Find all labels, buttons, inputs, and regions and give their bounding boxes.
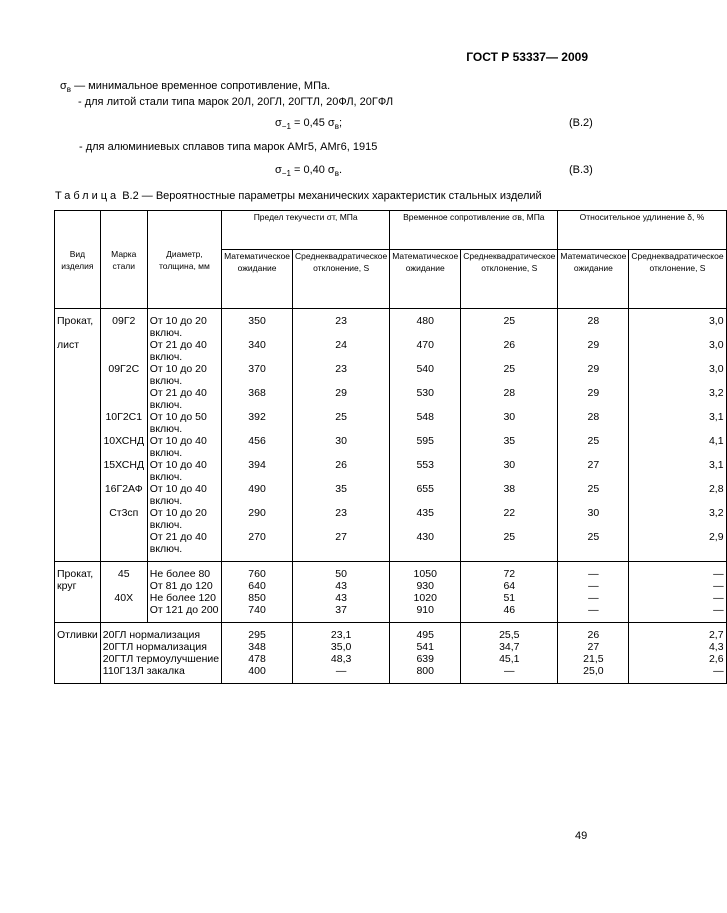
cell-yield-mean: 850 bbox=[222, 592, 293, 604]
cell-elong-std: 4,3 bbox=[629, 641, 726, 653]
definition-text: — минимальное временное сопротивление, МПа. bbox=[71, 80, 331, 92]
cell-grade: 20ГТЛ термоулучшение bbox=[100, 653, 221, 665]
table-row bbox=[55, 531, 727, 562]
cell-elong-mean: 26 bbox=[558, 623, 629, 642]
cell-kind bbox=[55, 387, 101, 411]
cell-yield-std: 27 bbox=[293, 531, 390, 562]
cell-grade: 10Г2С1 bbox=[100, 411, 147, 435]
header-kind: Вид изделия bbox=[55, 211, 101, 309]
cell-yield-mean: 350 bbox=[222, 309, 293, 340]
cell-tensile-std: 22 bbox=[461, 507, 558, 531]
cell-kind bbox=[55, 641, 101, 653]
cell-tensile-std: 26 bbox=[461, 339, 558, 363]
cell-elong-std: — bbox=[629, 604, 726, 623]
cell-yield-std: 23 bbox=[293, 507, 390, 531]
cell-elong-mean: — bbox=[558, 604, 629, 623]
cell-grade: 16Г2АФ bbox=[100, 483, 147, 507]
cell-elong-mean: 29 bbox=[558, 387, 629, 411]
cell-elong-mean: — bbox=[558, 580, 629, 592]
cell-grade bbox=[100, 580, 147, 592]
header-mean: Математическое ожидание bbox=[558, 250, 629, 309]
cell-grade: 40Х bbox=[100, 592, 147, 604]
cell-elong-std: 3,0 bbox=[629, 363, 726, 387]
cell-elong-std: — bbox=[629, 665, 726, 684]
cell-yield-mean: 490 bbox=[222, 483, 293, 507]
cell-elong-mean: — bbox=[558, 562, 629, 581]
cell-elong-std: 2,7 bbox=[629, 623, 726, 642]
cell-elong-std: 3,1 bbox=[629, 411, 726, 435]
cell-elong-std: 2,6 bbox=[629, 653, 726, 665]
cell-elong-std: 3,0 bbox=[629, 309, 726, 340]
header-std: Среднеквадратическое отклонение, S bbox=[293, 250, 390, 309]
definition-block bbox=[60, 80, 393, 109]
table-row bbox=[55, 435, 727, 459]
cell-dimension: От 10 до 40 включ. bbox=[147, 435, 221, 459]
cell-tensile-mean: 548 bbox=[390, 411, 461, 435]
cell-kind: Прокат, bbox=[55, 309, 101, 340]
sigma-subscript: в bbox=[66, 85, 72, 95]
cell-tensile-mean: 639 bbox=[390, 653, 461, 665]
cell-yield-std: 24 bbox=[293, 339, 390, 363]
table-row bbox=[55, 411, 727, 435]
table-caption bbox=[55, 190, 542, 202]
cell-tensile-mean: 800 bbox=[390, 665, 461, 684]
cell-yield-std: 43 bbox=[293, 592, 390, 604]
cell-kind bbox=[55, 531, 101, 562]
cell-tensile-std: 30 bbox=[461, 411, 558, 435]
formula-b3-number: (В.3) bbox=[569, 164, 593, 176]
table-row bbox=[55, 363, 727, 387]
cell-elong-mean: — bbox=[558, 592, 629, 604]
table-row bbox=[55, 623, 727, 642]
cell-grade: 45 bbox=[100, 562, 147, 581]
cell-elong-mean: 25 bbox=[558, 483, 629, 507]
cell-tensile-mean: 530 bbox=[390, 387, 461, 411]
cell-dimension: От 10 до 40 включ. bbox=[147, 459, 221, 483]
cell-yield-std: 37 bbox=[293, 604, 390, 623]
cell-yield-std: 30 bbox=[293, 435, 390, 459]
cell-grade: 110Г13Л закалка bbox=[100, 665, 221, 684]
cell-tensile-mean: 1020 bbox=[390, 592, 461, 604]
table-row bbox=[55, 604, 727, 623]
cell-elong-mean: 25 bbox=[558, 435, 629, 459]
mechanical-properties-table bbox=[54, 210, 727, 684]
cell-yield-mean: 456 bbox=[222, 435, 293, 459]
cell-tensile-std: 34,7 bbox=[461, 641, 558, 653]
table-caption-text: В.2 — Вероятностные параметры механических характеристик стальных изделий bbox=[119, 190, 542, 202]
cell-dimension: Не более 80 bbox=[147, 562, 221, 581]
cell-yield-mean: 478 bbox=[222, 653, 293, 665]
cell-yield-std: 48,3 bbox=[293, 653, 390, 665]
cell-kind bbox=[55, 483, 101, 507]
cell-kind: Отливки bbox=[55, 623, 101, 642]
cell-dimension: От 10 до 20 включ. bbox=[147, 363, 221, 387]
cell-tensile-mean: 435 bbox=[390, 507, 461, 531]
cell-yield-std: 35,0 bbox=[293, 641, 390, 653]
cell-elong-std: 3,2 bbox=[629, 507, 726, 531]
cell-elong-mean: 25,0 bbox=[558, 665, 629, 684]
cell-tensile-mean: 1050 bbox=[390, 562, 461, 581]
cell-yield-mean: 348 bbox=[222, 641, 293, 653]
cell-grade: Ст3сп bbox=[100, 507, 147, 531]
cell-yield-std: 29 bbox=[293, 387, 390, 411]
cell-elong-std: 3,1 bbox=[629, 459, 726, 483]
cell-elong-mean: 25 bbox=[558, 531, 629, 562]
cell-dimension: От 10 до 40 включ. bbox=[147, 483, 221, 507]
cell-yield-mean: 760 bbox=[222, 562, 293, 581]
cell-yield-mean: 290 bbox=[222, 507, 293, 531]
table-row bbox=[55, 459, 727, 483]
cell-tensile-std: 72 bbox=[461, 562, 558, 581]
cell-grade: 09Г2 bbox=[100, 309, 147, 340]
cell-yield-mean: 370 bbox=[222, 363, 293, 387]
cell-elong-mean: 30 bbox=[558, 507, 629, 531]
cell-tensile-mean: 553 bbox=[390, 459, 461, 483]
cell-kind bbox=[55, 653, 101, 665]
cell-kind: Прокат, bbox=[55, 562, 101, 581]
header-std: Среднеквадратическое отклонение, S bbox=[461, 250, 558, 309]
cell-kind: лист bbox=[55, 339, 101, 363]
cell-tensile-std: 64 bbox=[461, 580, 558, 592]
cell-elong-mean: 28 bbox=[558, 411, 629, 435]
cell-elong-mean: 29 bbox=[558, 363, 629, 387]
cell-yield-mean: 640 bbox=[222, 580, 293, 592]
table-row bbox=[55, 665, 727, 684]
cell-grade bbox=[100, 531, 147, 562]
header-grade: Марка стали bbox=[100, 211, 147, 309]
formula-b2-number: (В.2) bbox=[569, 117, 593, 129]
header-mean: Математическое ожидание bbox=[222, 250, 293, 309]
cell-tensile-std: 25 bbox=[461, 531, 558, 562]
cell-elong-mean: 27 bbox=[558, 641, 629, 653]
cell-tensile-std: 25,5 bbox=[461, 623, 558, 642]
cell-elong-std: — bbox=[629, 580, 726, 592]
cell-tensile-std: — bbox=[461, 665, 558, 684]
cell-yield-mean: 340 bbox=[222, 339, 293, 363]
cast-steel-note: - для литой стали типа марок 20Л, 20ГЛ, 20ГТЛ, 20ФЛ, 20ГФЛ bbox=[78, 96, 394, 109]
aluminium-note: - для алюминиевых сплавов типа марок АМг5, АМг6, 1915 bbox=[79, 141, 378, 153]
table-row bbox=[55, 592, 727, 604]
cell-dimension: От 121 до 200 bbox=[147, 604, 221, 623]
cell-elong-std: — bbox=[629, 562, 726, 581]
cell-tensile-mean: 910 bbox=[390, 604, 461, 623]
cell-elong-std: 4,1 bbox=[629, 435, 726, 459]
cell-grade bbox=[100, 339, 147, 363]
cell-dimension: Не более 120 bbox=[147, 592, 221, 604]
cell-yield-std: 23 bbox=[293, 363, 390, 387]
cell-elong-mean: 28 bbox=[558, 309, 629, 340]
cell-elong-mean: 29 bbox=[558, 339, 629, 363]
cell-dimension: От 21 до 40 включ. bbox=[147, 531, 221, 562]
cell-dimension: От 10 до 50 включ. bbox=[147, 411, 221, 435]
cell-tensile-std: 51 bbox=[461, 592, 558, 604]
cell-kind bbox=[55, 411, 101, 435]
cell-yield-mean: 394 bbox=[222, 459, 293, 483]
table-row bbox=[55, 339, 727, 363]
table-row bbox=[55, 641, 727, 653]
standard-header: ГОСТ Р 53337— 2009 bbox=[466, 50, 588, 64]
cell-elong-mean: 21,5 bbox=[558, 653, 629, 665]
cell-elong-std: 3,2 bbox=[629, 387, 726, 411]
cell-kind bbox=[55, 592, 101, 604]
cell-kind bbox=[55, 459, 101, 483]
cell-yield-std: 25 bbox=[293, 411, 390, 435]
cell-tensile-mean: 595 bbox=[390, 435, 461, 459]
cell-tensile-std: 35 bbox=[461, 435, 558, 459]
cell-grade bbox=[100, 604, 147, 623]
header-yield: Предел текучести σт, МПа bbox=[222, 211, 390, 250]
table-row bbox=[55, 483, 727, 507]
cell-tensile-std: 45,1 bbox=[461, 653, 558, 665]
cell-grade: 10ХСНД bbox=[100, 435, 147, 459]
cell-yield-mean: 392 bbox=[222, 411, 293, 435]
cell-dimension: От 81 до 120 bbox=[147, 580, 221, 592]
header-mean: Математическое ожидание bbox=[390, 250, 461, 309]
cell-dimension: От 10 до 20 включ. bbox=[147, 507, 221, 531]
cell-tensile-std: 46 bbox=[461, 604, 558, 623]
cell-elong-mean: 27 bbox=[558, 459, 629, 483]
table-row bbox=[55, 653, 727, 665]
table-row bbox=[55, 387, 727, 411]
cell-elong-std: — bbox=[629, 592, 726, 604]
table-row bbox=[55, 580, 727, 592]
cell-grade: 20ГЛ нормализация bbox=[100, 623, 221, 642]
cell-dimension: От 10 до 20 включ. bbox=[147, 309, 221, 340]
cell-yield-std: 35 bbox=[293, 483, 390, 507]
page-number: 49 bbox=[575, 830, 588, 842]
cell-yield-std: 26 bbox=[293, 459, 390, 483]
header-tensile: Временное сопротивление σв, МПа bbox=[390, 211, 558, 250]
cell-tensile-mean: 495 bbox=[390, 623, 461, 642]
cell-grade: 20ГТЛ нормализация bbox=[100, 641, 221, 653]
cell-yield-std: — bbox=[293, 665, 390, 684]
cell-yield-std: 23 bbox=[293, 309, 390, 340]
cell-grade bbox=[100, 387, 147, 411]
cell-elong-std: 2,9 bbox=[629, 531, 726, 562]
cell-tensile-std: 25 bbox=[461, 363, 558, 387]
cell-tensile-mean: 655 bbox=[390, 483, 461, 507]
header-std: Среднеквадратическое отклонение, S bbox=[629, 250, 726, 309]
cell-dimension: От 21 до 40 включ. bbox=[147, 339, 221, 363]
cell-kind bbox=[55, 604, 101, 623]
cell-kind bbox=[55, 435, 101, 459]
cell-tensile-std: 38 bbox=[461, 483, 558, 507]
cell-kind bbox=[55, 363, 101, 387]
cell-dimension: От 21 до 40 включ. bbox=[147, 387, 221, 411]
cell-tensile-mean: 470 bbox=[390, 339, 461, 363]
cell-tensile-mean: 540 bbox=[390, 363, 461, 387]
cell-tensile-mean: 541 bbox=[390, 641, 461, 653]
table-caption-label: Таблица bbox=[55, 190, 120, 202]
sigma-symbol: σ bbox=[60, 80, 67, 92]
table-row bbox=[55, 507, 727, 531]
cell-yield-mean: 368 bbox=[222, 387, 293, 411]
cell-tensile-std: 28 bbox=[461, 387, 558, 411]
cell-yield-mean: 295 bbox=[222, 623, 293, 642]
cell-tensile-std: 25 bbox=[461, 309, 558, 340]
formula-b2: $\sigma_{-1} = 0,45$ $\sigma_в$; bbox=[275, 117, 343, 132]
cell-yield-std: 50 bbox=[293, 562, 390, 581]
table-row bbox=[55, 562, 727, 581]
cell-yield-mean: 270 bbox=[222, 531, 293, 562]
cell-kind: круг bbox=[55, 580, 101, 592]
cell-grade: 09Г2С bbox=[100, 363, 147, 387]
cell-grade: 15ХСНД bbox=[100, 459, 147, 483]
cell-kind bbox=[55, 665, 101, 684]
definition-line bbox=[60, 80, 393, 96]
cell-yield-mean: 740 bbox=[222, 604, 293, 623]
cell-yield-mean: 400 bbox=[222, 665, 293, 684]
header-dimension: Диаметр, толщина, мм bbox=[147, 211, 221, 309]
cell-tensile-mean: 930 bbox=[390, 580, 461, 592]
cell-yield-std: 43 bbox=[293, 580, 390, 592]
cell-elong-std: 2,8 bbox=[629, 483, 726, 507]
cell-tensile-std: 30 bbox=[461, 459, 558, 483]
formula-b3: $\sigma_{-1} = 0,40$ $\sigma_в$. bbox=[275, 164, 343, 179]
cell-tensile-mean: 430 bbox=[390, 531, 461, 562]
table-row bbox=[55, 309, 727, 340]
cell-tensile-mean: 480 bbox=[390, 309, 461, 340]
cell-elong-std: 3,0 bbox=[629, 339, 726, 363]
cell-yield-std: 23,1 bbox=[293, 623, 390, 642]
cell-kind bbox=[55, 507, 101, 531]
header-elongation: Относительное удлинение δ, % bbox=[558, 211, 726, 250]
